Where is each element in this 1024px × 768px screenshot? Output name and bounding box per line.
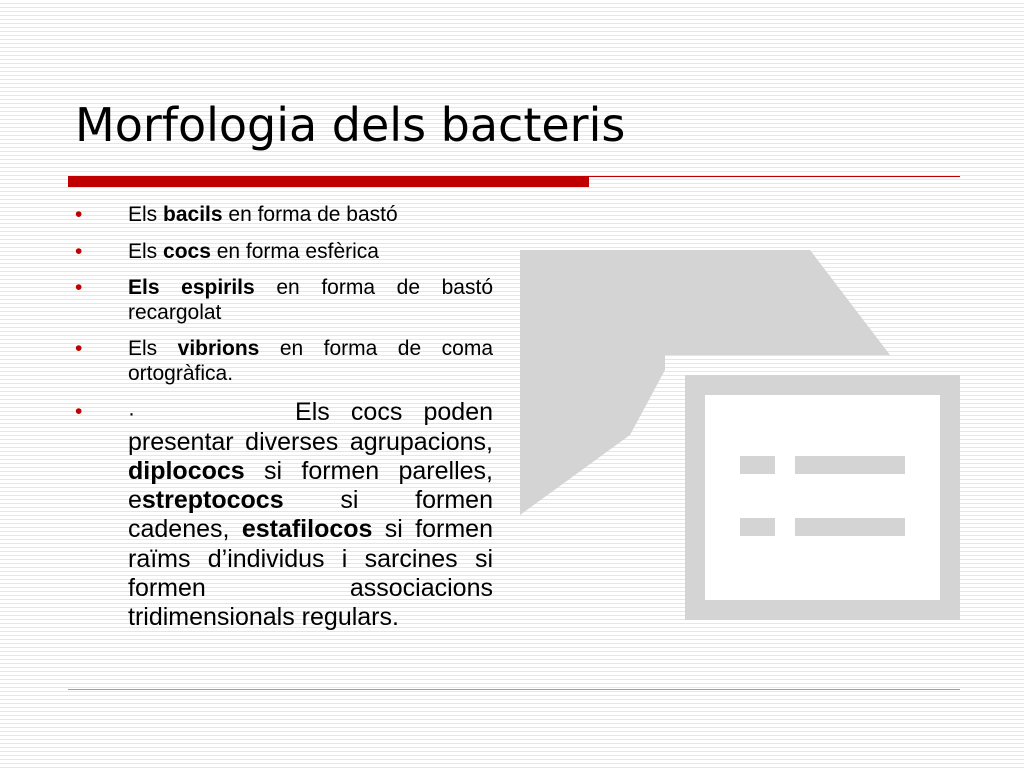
slide-title: Morfologia dels bacteris <box>75 98 626 152</box>
bold-term: cocs <box>163 239 211 263</box>
bullet-text: si formen parelles, e <box>128 456 493 515</box>
bold-term: diplococs <box>128 456 245 485</box>
bullet-item <box>75 398 493 632</box>
bullet-item <box>75 337 493 386</box>
bullet-text: Els cocs poden presentar diverses agrupacions, <box>128 398 494 456</box>
bullet-item <box>75 276 493 325</box>
bullet-text: en forma de bastó <box>222 203 398 226</box>
bullet-text: en forma de bastó recargolat <box>128 276 493 324</box>
bullet-glyph: • <box>75 400 83 424</box>
bullet-glyph: • <box>75 203 83 226</box>
bullet-item <box>75 240 493 265</box>
title-accent-bar <box>68 176 589 187</box>
bullet-text: Els <box>128 203 164 226</box>
bullet-glyph: • <box>75 239 83 263</box>
bullet-text: si formen cadenes, <box>128 486 493 544</box>
bullet-text: en forma esfèrica <box>210 239 379 263</box>
bullet-glyph: • <box>75 337 83 361</box>
bullet-item <box>75 203 493 228</box>
bold-term: bacils <box>163 203 223 226</box>
bullet-glyph: • <box>75 276 83 300</box>
title-accent-line <box>589 176 960 177</box>
bullet-text: Els <box>128 337 178 361</box>
bullet-text: en forma de coma ortogràfica. <box>128 337 493 385</box>
bullet-text: Els <box>128 239 164 263</box>
bullet-text: · <box>128 402 296 426</box>
footer-divider <box>68 689 960 690</box>
document-list-icon <box>520 250 960 620</box>
bullet-list <box>75 203 493 632</box>
bold-term: vibrions <box>177 337 260 361</box>
bold-term: Els espirils <box>128 276 255 300</box>
bold-term: streptococs <box>141 486 284 515</box>
bullet-text: si formen raïms d’individus i sarcines si formen associacions tridimensionals regulars. <box>128 515 493 632</box>
bold-term: estafilocos <box>241 515 373 544</box>
